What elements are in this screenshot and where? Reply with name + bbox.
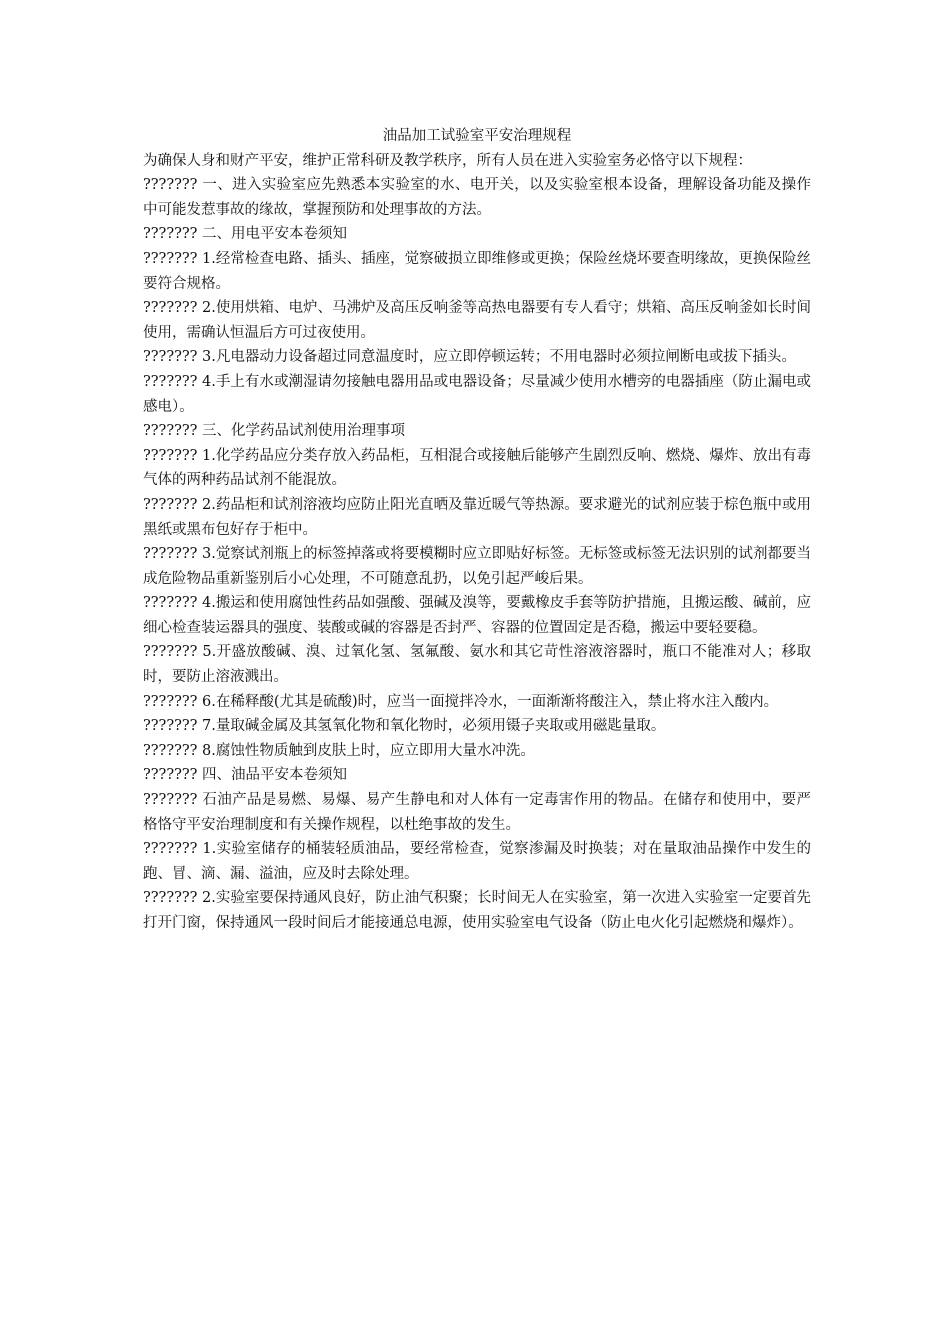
- section-2-item-4: ??????? 4.手上有水或潮湿请勿接触电器用品或电器设备；尽量减少使用水槽旁的电器插座（防止漏电或感电）。: [143, 373, 811, 415]
- section-1-paragraph: ??????? 一、进入实验室应先熟悉本实验室的水、电开关，以及实验室根本设备，理解设备功能及操作中可能发惹事故的缘故，掌握预防和处理事故的方法。: [143, 177, 811, 218]
- section-4-intro: ??????? 石油产品是易燃、易爆、易产生静电和对人体有一定毒害作用的物品。在储存和使用中，要严格恪守平安治理制度和有关操作规程，以杜绝事故的发生。: [143, 792, 811, 833]
- intro-paragraph: 为确保人身和财产平安，维护正常科研及教学秩序，所有人员在进入实验室务必恪守以下规程：: [143, 152, 752, 169]
- section-2-item-1: ??????? 1.经常检查电路、插头、插座，觉察破损立即维修或更换；保险丝烧坏要查明缘故，更换保险丝要符合规格。: [143, 250, 811, 292]
- section-3-item-5: ??????? 5.开盛放酸碱、溴、过氧化氢、氢氟酸、氨水和其它苛性溶液溶器时，瓶口不能准对人；移取时，要防止溶液溅出。: [143, 644, 811, 686]
- section-3-item-4: ??????? 4.搬运和使用腐蚀性药品如强酸、强碱及溴等，要戴橡皮手套等防护措施，且搬运酸、碱前，应细心检查装运器具的强度、装酸或碱的容器是否封严、容器的位置固定是否稳，搬运中要轻要稳。: [143, 595, 811, 636]
- section-3-item-7: ??????? 7.量取碱金属及其氢氧化物和氧化物时，必须用镊子夹取或用磁匙量取。: [143, 718, 666, 735]
- section-3-item-3: ??????? 3.觉察试剂瓶上的标签掉落或将要模糊时应立即贴好标签。无标签或标签无法识别的试剂都要当成危险物品重新鉴别后小心处理，不可随意乱扔，以免引起严峻后果。: [143, 546, 811, 587]
- section-2-item-3: ??????? 3.凡电器动力设备超过同意温度时，应立即停顿运转；不用电器时必须拉闸断电或拔下插头。: [143, 349, 796, 366]
- section-2-item-2: ??????? 2.使用烘箱、电炉、马沸炉及高压反响釜等高热电器要有专人看守；烘箱、高压反响釜如长时间使用，需确认恒温后方可过夜使用。: [143, 300, 811, 341]
- section-3-item-6: ??????? 6.在稀释酸(尤其是硫酸)时，应当一面搅拌冷水，一面渐渐将酸注入，禁止将水注入酸内。: [143, 693, 779, 710]
- document-title: 油品加工试验室平安治理规程: [382, 128, 572, 144]
- section-3-item-2: ??????? 2.药品柜和试剂溶液均应防止阳光直晒及靠近暖气等热源。要求避光的试剂应装于棕色瓶中或用黑纸或黑布包好存于柜中。: [143, 496, 811, 538]
- section-3-item-1: ??????? 1.化学药品应分类存放入药品柜，互相混合或接触后能够产生剧烈反响、燃烧、爆炸、放出有毒气体的两种药品试剂不能混放。: [143, 447, 811, 489]
- section-4-heading: ??????? 四、油品平安本卷须知: [143, 767, 348, 784]
- section-4-item-1: ??????? 1.实验室储存的桶装轻质油品，要经常检查，觉察渗漏及时换装；对在量取油品操作中发生的跑、冒、滴、漏、溢油，应及时去除处理。: [143, 841, 811, 882]
- document-page: [143, 124, 811, 936]
- section-3-heading: ??????? 三、化学药品试剂使用治理事项: [143, 423, 406, 440]
- section-2-heading: ??????? 二、用电平安本卷须知: [143, 226, 348, 243]
- section-4-item-2: ??????? 2.实验室要保持通风良好，防止油气积聚；长时间无人在实验室，第一次进入实验室一定要首先打开门窗，保持通风一段时间后才能接通总电源，使用实验室电气设备（防止电火化引起燃烧和爆炸）。: [143, 890, 811, 931]
- section-3-item-8: ??????? 8.腐蚀性物质触到皮肤上时，应立即用大量水冲洗。: [143, 742, 535, 759]
